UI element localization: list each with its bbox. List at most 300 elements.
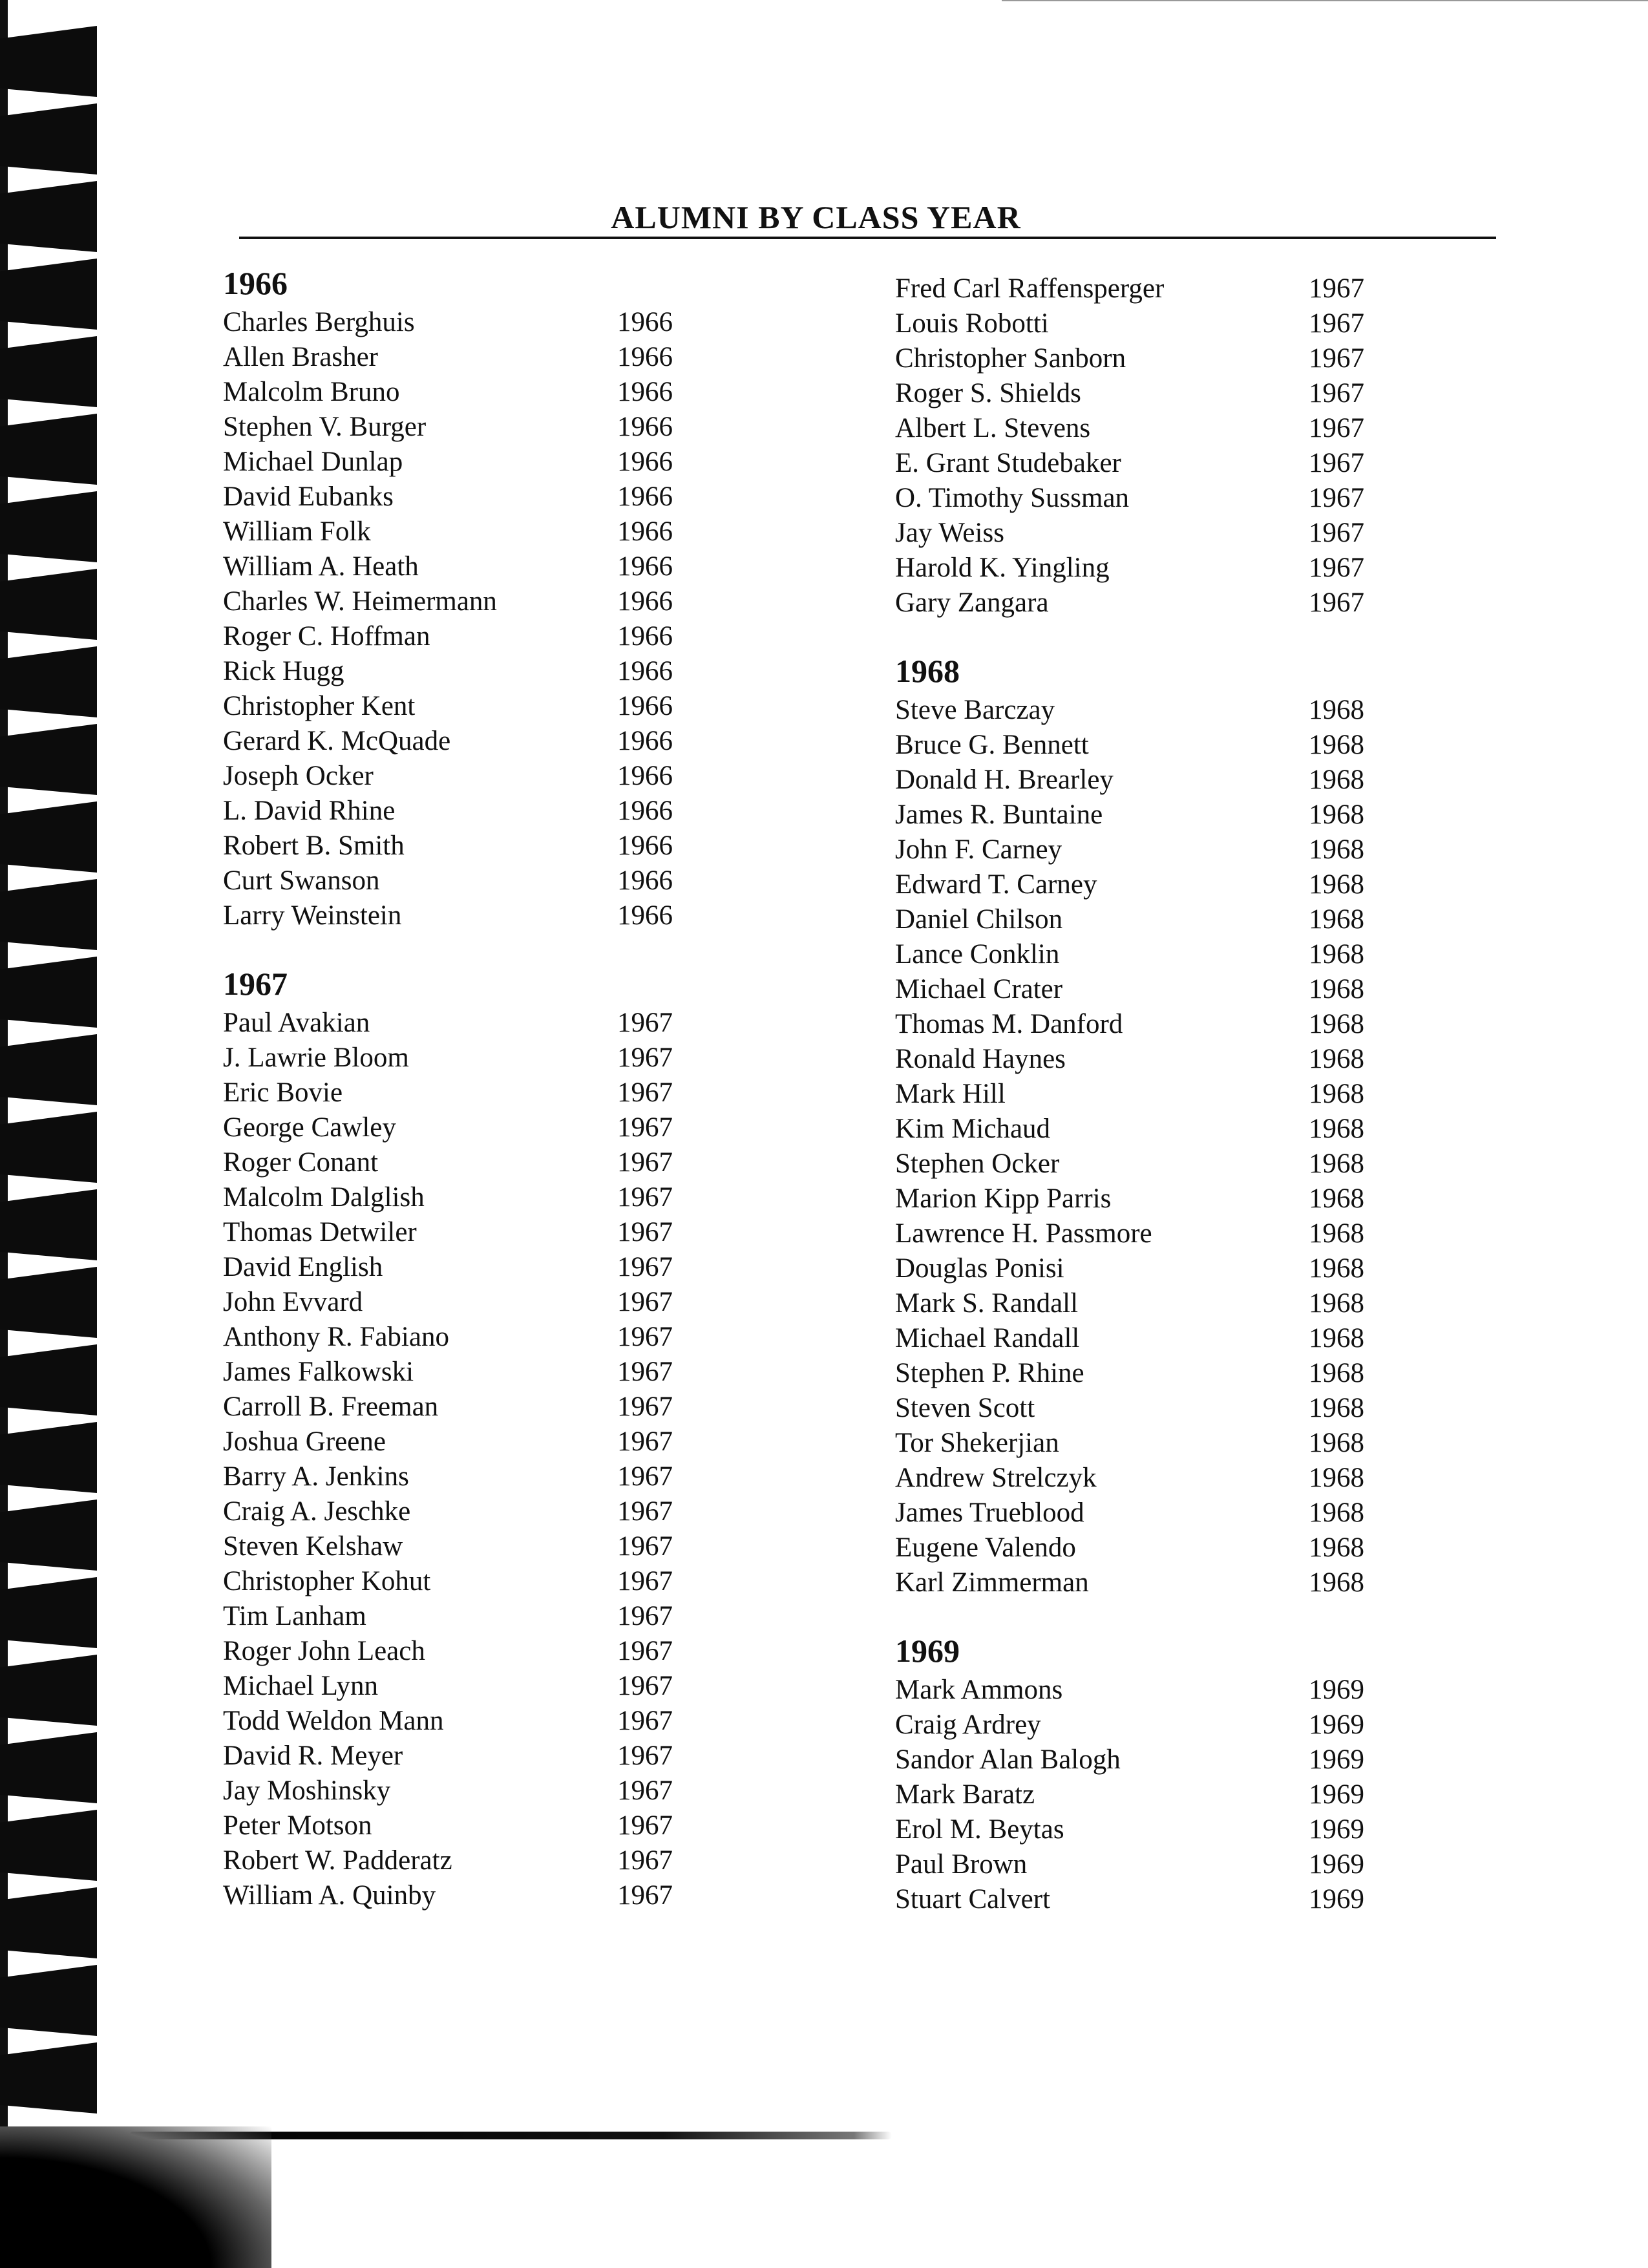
alumni-class-year: 1969 — [1309, 1884, 1364, 1914]
alumni-name: Jay Moshinsky — [223, 1775, 391, 1806]
binding-tab — [0, 1500, 97, 1571]
alumni-class-year: 1966 — [617, 691, 673, 721]
alumni-entry — [895, 832, 1477, 867]
alumni-class-year: 1967 — [617, 1880, 673, 1911]
alumni-class-year: 1966 — [617, 796, 673, 826]
alumni-class-year: 1967 — [617, 1217, 673, 1247]
binding-tab — [0, 1189, 97, 1260]
alumni-entry — [223, 689, 805, 724]
alumni-name: James Trueblood — [895, 1498, 1084, 1528]
alumni-name: Stephen V. Burger — [223, 412, 427, 442]
alumni-entry — [223, 1774, 805, 1808]
alumni-name: Barry A. Jenkins — [223, 1461, 409, 1492]
alumni-class-year: 1968 — [1309, 1079, 1364, 1109]
spiral-binding — [0, 0, 103, 2133]
alumni-class-year: 1966 — [617, 831, 673, 861]
alumni-class-year: 1969 — [1309, 1779, 1364, 1810]
alumni-entry — [223, 1390, 805, 1425]
alumni-entry — [895, 798, 1477, 832]
alumni-entry — [223, 1634, 805, 1669]
alumni-class-year: 1967 — [1309, 378, 1364, 408]
alumni-class-year: 1966 — [617, 586, 673, 617]
alumni-class-year: 1968 — [1309, 869, 1364, 900]
alumni-entry — [895, 902, 1477, 937]
binding-tab — [0, 646, 97, 717]
alumni-class-year: 1966 — [617, 482, 673, 512]
alumni-class-year: 1968 — [1309, 1009, 1364, 1039]
alumni-name: Paul Avakian — [223, 1008, 370, 1038]
alumni-name: Christopher Kohut — [223, 1566, 431, 1596]
alumni-name: Thomas M. Danford — [895, 1009, 1123, 1039]
binding-tab — [0, 879, 97, 950]
alumni-class-year: 1967 — [617, 1636, 673, 1666]
alumni-class-year: 1967 — [617, 1043, 673, 1073]
alumni-entry — [895, 763, 1477, 798]
alumni-class-year: 1966 — [617, 761, 673, 791]
alumni-name: Christopher Kent — [223, 691, 416, 721]
alumni-class-year: 1968 — [1309, 695, 1364, 725]
binding-tab — [0, 1965, 97, 2036]
alumni-name: Lawrence H. Passmore — [895, 1218, 1152, 1249]
alumni-entry — [223, 1355, 805, 1390]
binding-tab — [0, 181, 97, 252]
alumni-entry — [223, 759, 805, 794]
alumni-class-year: 1967 — [1309, 273, 1364, 304]
page-title: ALUMNI BY CLASS YEAR — [611, 199, 1021, 235]
alumni-name: Todd Weldon Mann — [223, 1706, 444, 1736]
alumni-name: Charles W. Heimermann — [223, 586, 497, 617]
alumni-class-year: 1967 — [1309, 413, 1364, 443]
binding-tab — [0, 957, 97, 1028]
alumni-class-year: 1968 — [1309, 1183, 1364, 1214]
alumni-entry — [895, 1708, 1477, 1743]
alumni-entry — [223, 1076, 805, 1110]
alumni-name: Stephen P. Rhine — [895, 1358, 1084, 1388]
alumni-name: Curt Swanson — [223, 865, 380, 896]
alumni-entry — [223, 619, 805, 654]
binding-tab — [0, 724, 97, 795]
alumni-name: Malcolm Dalglish — [223, 1182, 425, 1213]
alumni-name: Lance Conklin — [895, 939, 1060, 970]
alumni-entry — [895, 1565, 1477, 1600]
alumni-entry — [223, 1320, 805, 1355]
alumni-class-year: 1968 — [1309, 1393, 1364, 1423]
alumni-class-year: 1967 — [617, 1252, 673, 1282]
alumni-entry — [223, 375, 805, 410]
binding-tab — [0, 1034, 97, 1105]
binding-tab — [0, 1422, 97, 1493]
alumni-entry — [895, 1391, 1477, 1426]
binding-tab — [0, 1810, 97, 1881]
alumni-name: Robert W. Padderatz — [223, 1845, 452, 1876]
alumni-name: O. Timothy Sussman — [895, 483, 1130, 513]
binding-tab — [0, 103, 97, 175]
alumni-name: Daniel Chilson — [895, 904, 1063, 935]
alumni-name: Edward T. Carney — [895, 869, 1097, 900]
alumni-entry — [895, 693, 1477, 728]
alumni-entry — [223, 829, 805, 864]
alumni-entry — [223, 1145, 805, 1180]
alumni-entry — [895, 1216, 1477, 1251]
binding-tab — [0, 259, 97, 330]
alumni-entry — [895, 1847, 1477, 1882]
alumni-name: William Folk — [223, 516, 371, 547]
alumni-class-year: 1968 — [1309, 1358, 1364, 1388]
binding-tab — [0, 569, 97, 640]
alumni-name: Tor Shekerjian — [895, 1428, 1059, 1458]
binding-tab — [0, 1732, 97, 1803]
binding-tab — [0, 1267, 97, 1338]
binding-tab — [0, 1655, 97, 1726]
alumni-class-year: 1966 — [617, 307, 673, 337]
alumni-class-year: 1967 — [617, 1601, 673, 1631]
alumni-entry — [223, 864, 805, 898]
alumni-name: Stuart Calvert — [895, 1884, 1051, 1914]
alumni-entry — [895, 728, 1477, 763]
class-year-heading: 1966 — [223, 265, 288, 301]
alumni-entry — [223, 1006, 805, 1041]
alumni-name: Tim Lanham — [223, 1601, 366, 1631]
alumni-entry — [223, 549, 805, 584]
alumni-entry — [895, 516, 1477, 551]
alumni-name: Allen Brasher — [223, 342, 379, 372]
alumni-name: Ronald Haynes — [895, 1044, 1066, 1074]
alumni-class-year: 1968 — [1309, 1463, 1364, 1493]
alumni-entry — [223, 445, 805, 480]
alumni-name: Mark Hill — [895, 1079, 1006, 1109]
alumni-class-year: 1966 — [617, 900, 673, 931]
alumni-name: Douglas Ponisi — [895, 1253, 1064, 1284]
alumni-class-year: 1968 — [1309, 730, 1364, 760]
alumni-entry — [895, 1321, 1477, 1356]
alumni-class-year: 1968 — [1309, 800, 1364, 830]
binding-tab — [0, 1344, 97, 1415]
alumni-class-year: 1967 — [617, 1147, 673, 1178]
alumni-entry — [895, 1077, 1477, 1112]
alumni-name: Sandor Alan Balogh — [895, 1744, 1121, 1775]
alumni-entry — [223, 794, 805, 829]
alumni-name: Roger John Leach — [223, 1636, 425, 1666]
alumni-entry — [895, 481, 1477, 516]
binding-tab — [0, 1112, 97, 1183]
alumni-entry — [895, 1461, 1477, 1496]
alumni-name: Eric Bovie — [223, 1077, 343, 1108]
alumni-class-year: 1967 — [617, 1287, 673, 1317]
alumni-entry — [895, 1743, 1477, 1777]
alumni-name: Charles Berghuis — [223, 307, 415, 337]
alumni-entry — [895, 1251, 1477, 1286]
alumni-entry — [895, 1496, 1477, 1531]
alumni-class-year: 1967 — [617, 1077, 673, 1108]
alumni-entry — [895, 446, 1477, 481]
alumni-entry — [223, 1878, 805, 1913]
alumni-class-year: 1968 — [1309, 1149, 1364, 1179]
alumni-class-year: 1967 — [617, 1706, 673, 1736]
alumni-name: Jay Weiss — [895, 518, 1004, 548]
alumni-entry — [223, 1285, 805, 1320]
alumni-name: Joshua Greene — [223, 1426, 386, 1457]
alumni-class-year: 1967 — [617, 1392, 673, 1422]
alumni-class-year: 1968 — [1309, 1218, 1364, 1249]
alumni-name: David Eubanks — [223, 482, 394, 512]
alumni-class-year: 1967 — [617, 1426, 673, 1457]
alumni-entry — [223, 1529, 805, 1564]
alumni-entry — [223, 305, 805, 340]
alumni-name: Steven Scott — [895, 1393, 1035, 1423]
alumni-entry — [895, 586, 1477, 620]
alumni-name: Paul Brown — [895, 1849, 1028, 1880]
alumni-name: James R. Buntaine — [895, 800, 1103, 830]
alumni-name: Michael Crater — [895, 974, 1063, 1004]
alumni-entry — [895, 1112, 1477, 1147]
alumni-entry — [223, 1180, 805, 1215]
alumni-name: Steve Barczay — [895, 695, 1055, 725]
binding-tab — [0, 1577, 97, 1648]
alumni-class-year: 1967 — [617, 1845, 673, 1876]
alumni-class-year: 1968 — [1309, 1532, 1364, 1563]
alumni-name: Fred Carl Raffensperger — [895, 273, 1165, 304]
alumni-entry — [223, 514, 805, 549]
alumni-entry — [223, 1215, 805, 1250]
alumni-name: Marion Kipp Parris — [895, 1183, 1112, 1214]
alumni-class-year: 1968 — [1309, 1323, 1364, 1353]
alumni-class-year: 1968 — [1309, 1567, 1364, 1598]
group-spacer — [895, 620, 1477, 653]
alumni-class-year: 1968 — [1309, 904, 1364, 935]
alumni-class-year: 1966 — [617, 412, 673, 442]
alumni-name: Larry Weinstein — [223, 900, 402, 931]
alumni-class-year: 1966 — [617, 377, 673, 407]
alumni-class-year: 1968 — [1309, 1498, 1364, 1528]
alumni-name: Peter Motson — [223, 1810, 372, 1841]
binding-tab — [0, 336, 97, 407]
alumni-entry — [895, 937, 1477, 972]
alumni-entry — [895, 1531, 1477, 1565]
alumni-class-year: 1969 — [1309, 1814, 1364, 1845]
alumni-entry — [223, 1704, 805, 1739]
alumni-class-year: 1967 — [617, 1810, 673, 1841]
alumni-entry — [223, 410, 805, 445]
alumni-name: William A. Quinby — [223, 1880, 436, 1911]
alumni-entry — [223, 584, 805, 619]
binding-tab — [0, 1887, 97, 1958]
alumni-class-year: 1968 — [1309, 765, 1364, 795]
alumni-class-year: 1967 — [617, 1531, 673, 1562]
alumni-entry — [223, 1599, 805, 1634]
alumni-entry — [223, 1564, 805, 1599]
alumni-class-year: 1967 — [617, 1112, 673, 1143]
alumni-entry — [895, 376, 1477, 411]
alumni-name: George Cawley — [223, 1112, 396, 1143]
binding-tab — [0, 801, 97, 873]
alumni-entry — [895, 341, 1477, 376]
right-column — [895, 271, 1477, 1917]
binding-tab — [0, 414, 97, 485]
alumni-name: Albert L. Stevens — [895, 413, 1091, 443]
alumni-class-year: 1966 — [617, 447, 673, 477]
alumni-class-year: 1967 — [617, 1322, 673, 1352]
scan-edge-line — [1002, 0, 1648, 4]
alumni-name: Louis Robotti — [895, 308, 1049, 339]
alumni-name: Erol M. Beytas — [895, 1814, 1064, 1845]
alumni-class-year: 1968 — [1309, 1114, 1364, 1144]
alumni-class-year: 1966 — [617, 516, 673, 547]
alumni-name: Steven Kelshaw — [223, 1531, 403, 1562]
alumni-class-year: 1966 — [617, 726, 673, 756]
alumni-entry — [895, 1356, 1477, 1391]
alumni-entry — [223, 480, 805, 514]
alumni-name: David English — [223, 1252, 383, 1282]
alumni-name: Roger Conant — [223, 1147, 379, 1178]
alumni-entry — [895, 1182, 1477, 1216]
alumni-name: Gary Zangara — [895, 588, 1049, 618]
alumni-name: Eugene Valendo — [895, 1532, 1076, 1563]
alumni-class-year: 1967 — [1309, 518, 1364, 548]
alumni-class-year: 1967 — [617, 1671, 673, 1701]
alumni-name: Stephen Ocker — [895, 1149, 1060, 1179]
alumni-name: Malcolm Bruno — [223, 377, 400, 407]
binding-tab — [0, 2042, 97, 2114]
alumni-entry — [223, 1808, 805, 1843]
alumni-name: Joseph Ocker — [223, 761, 374, 791]
alumni-name: Michael Dunlap — [223, 447, 403, 477]
alumni-name: Bruce G. Bennett — [895, 730, 1089, 760]
alumni-entry — [223, 1843, 805, 1878]
alumni-entry — [895, 1882, 1477, 1917]
alumni-entry — [223, 1041, 805, 1076]
alumni-name: Michael Randall — [895, 1323, 1080, 1353]
alumni-entry — [895, 1147, 1477, 1182]
alumni-name: E. Grant Studebaker — [895, 448, 1121, 478]
alumni-entry — [223, 654, 805, 689]
alumni-entry — [895, 972, 1477, 1007]
alumni-class-year: 1967 — [617, 1008, 673, 1038]
alumni-name: Kim Michaud — [895, 1114, 1051, 1144]
alumni-class-year: 1968 — [1309, 1044, 1364, 1074]
alumni-name: Mark S. Randall — [895, 1288, 1079, 1319]
alumni-entry — [895, 1812, 1477, 1847]
alumni-name: Anthony R. Fabiano — [223, 1322, 449, 1352]
alumni-name: Harold K. Yingling — [895, 553, 1110, 583]
alumni-name: Mark Ammons — [895, 1675, 1063, 1705]
class-year-heading: 1967 — [223, 966, 288, 1002]
alumni-name: Craig A. Jeschke — [223, 1496, 411, 1527]
alumni-name: Thomas Detwiler — [223, 1217, 417, 1247]
binding-tab — [0, 26, 97, 97]
alumni-class-year: 1967 — [617, 1357, 673, 1387]
alumni-entry — [895, 1777, 1477, 1812]
alumni-class-year: 1969 — [1309, 1675, 1364, 1705]
alumni-entry — [895, 1673, 1477, 1708]
alumni-class-year: 1969 — [1309, 1710, 1364, 1740]
alumni-class-year: 1968 — [1309, 974, 1364, 1004]
alumni-name: Gerard K. McQuade — [223, 726, 451, 756]
alumni-class-year: 1969 — [1309, 1849, 1364, 1880]
alumni-class-year: 1966 — [617, 342, 673, 372]
alumni-name: Carroll B. Freeman — [223, 1392, 439, 1422]
alumni-entry — [895, 1426, 1477, 1461]
alumni-entry — [223, 898, 805, 933]
alumni-class-year: 1967 — [617, 1182, 673, 1213]
alumni-class-year: 1967 — [617, 1566, 673, 1596]
alumni-name: Craig Ardrey — [895, 1710, 1041, 1740]
alumni-class-year: 1969 — [1309, 1744, 1364, 1775]
alumni-name: Roger S. Shields — [895, 378, 1081, 408]
alumni-class-year: 1968 — [1309, 834, 1364, 865]
alumni-class-year: 1968 — [1309, 1253, 1364, 1284]
group-spacer — [895, 1600, 1477, 1633]
alumni-class-year: 1967 — [617, 1741, 673, 1771]
alumni-entry — [895, 411, 1477, 446]
alumni-name: Christopher Sanborn — [895, 343, 1126, 374]
alumni-class-year: 1967 — [1309, 308, 1364, 339]
alumni-class-year: 1966 — [617, 656, 673, 686]
alumni-name: James Falkowski — [223, 1357, 414, 1387]
alumni-entry — [223, 1110, 805, 1145]
left-column — [223, 265, 805, 1913]
alumni-entry — [895, 867, 1477, 902]
alumni-name: David R. Meyer — [223, 1741, 403, 1771]
class-year-heading: 1968 — [895, 653, 960, 689]
page-corner-shadow — [0, 2126, 271, 2268]
alumni-entry — [223, 1739, 805, 1774]
alumni-entry — [895, 306, 1477, 341]
page-header — [239, 194, 1496, 239]
group-spacer — [223, 933, 805, 966]
binding-tab — [0, 491, 97, 562]
alumni-class-year: 1967 — [1309, 553, 1364, 583]
alumni-name: John Evvard — [223, 1287, 363, 1317]
alumni-name: L. David Rhine — [223, 796, 396, 826]
alumni-name: John F. Carney — [895, 834, 1062, 865]
alumni-entry — [223, 1425, 805, 1459]
alumni-class-year: 1967 — [1309, 448, 1364, 478]
alumni-entry — [223, 340, 805, 375]
alumni-class-year: 1966 — [617, 865, 673, 896]
alumni-class-year: 1966 — [617, 621, 673, 652]
alumni-class-year: 1968 — [1309, 939, 1364, 970]
class-year-heading: 1969 — [895, 1633, 960, 1669]
alumni-name: Robert B. Smith — [223, 831, 405, 861]
alumni-class-year: 1966 — [617, 551, 673, 582]
alumni-entry — [223, 1669, 805, 1704]
alumni-class-year: 1967 — [617, 1461, 673, 1492]
alumni-name: Andrew Strelczyk — [895, 1463, 1097, 1493]
alumni-entry — [895, 1286, 1477, 1321]
alumni-name: Rick Hugg — [223, 656, 344, 686]
alumni-class-year: 1968 — [1309, 1428, 1364, 1458]
alumni-class-year: 1968 — [1309, 1288, 1364, 1319]
alumni-name: Michael Lynn — [223, 1671, 379, 1701]
alumni-name: J. Lawrie Bloom — [223, 1043, 409, 1073]
alumni-name: Roger C. Hoffman — [223, 621, 430, 652]
alumni-entry — [895, 1042, 1477, 1077]
alumni-entry — [895, 271, 1477, 306]
alumni-class-year: 1967 — [1309, 483, 1364, 513]
alumni-entry — [895, 551, 1477, 586]
alumni-name: William A. Heath — [223, 551, 419, 582]
alumni-class-year: 1967 — [1309, 343, 1364, 374]
alumni-class-year: 1967 — [617, 1775, 673, 1806]
alumni-name: Donald H. Brearley — [895, 765, 1114, 795]
alumni-entry — [895, 1007, 1477, 1042]
alumni-name: Karl Zimmerman — [895, 1567, 1089, 1598]
alumni-entry — [223, 1494, 805, 1529]
alumni-entry — [223, 1459, 805, 1494]
alumni-class-year: 1967 — [1309, 588, 1364, 618]
alumni-name: Mark Baratz — [895, 1779, 1035, 1810]
alumni-class-year: 1967 — [617, 1496, 673, 1527]
